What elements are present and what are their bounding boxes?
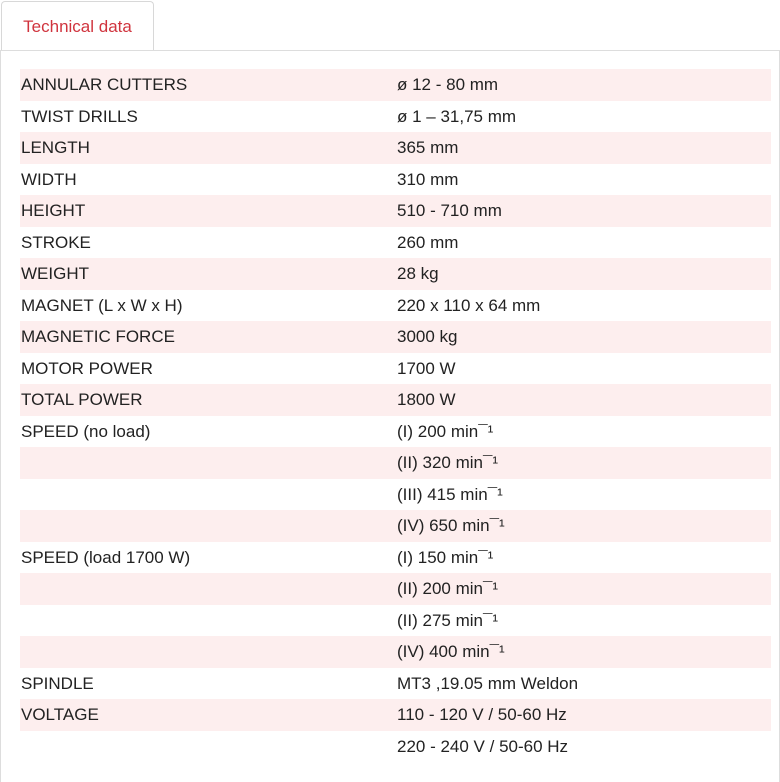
spec-value: ø 1 – 31,75 mm — [397, 106, 517, 126]
spec-row — [20, 479, 771, 511]
spec-value: 310 mm — [397, 169, 459, 189]
spec-value: 1700 W — [397, 358, 456, 378]
spec-value: 365 mm — [397, 132, 771, 164]
spec-row — [20, 416, 771, 448]
spec-value: 3000 kg — [397, 321, 771, 353]
spec-label — [20, 479, 397, 511]
spec-label — [20, 605, 397, 637]
spec-label: WEIGHT — [20, 258, 397, 290]
spec-label: SPEED (load 1700 W) — [21, 547, 191, 567]
tab-technical-data-label: Technical data — [23, 17, 132, 36]
spec-value: (I) 200 min¯¹ — [397, 421, 494, 441]
tab-bar — [0, 0, 780, 51]
spec-value: 28 kg — [397, 258, 771, 290]
spec-value: 1800 W — [397, 384, 771, 416]
spec-value: (IV) 400 min¯¹ — [397, 636, 771, 668]
spec-label — [20, 447, 397, 479]
spec-label: VOLTAGE — [20, 699, 397, 731]
spec-row — [20, 447, 771, 479]
spec-value: 220 x 110 x 64 mm — [397, 295, 541, 315]
spec-label — [20, 510, 397, 542]
tab-technical-data[interactable] — [1, 1, 154, 51]
spec-value: (II) 320 min¯¹ — [397, 447, 771, 479]
spec-label: SPINDLE — [21, 673, 94, 693]
spec-row — [20, 699, 771, 731]
spec-value: (IV) 650 min¯¹ — [397, 510, 771, 542]
spec-value: 110 - 120 V / 50-60 Hz — [397, 699, 771, 731]
spec-row — [20, 636, 771, 668]
spec-row — [20, 164, 771, 196]
spec-label: STROKE — [21, 232, 91, 252]
spec-label: ANNULAR CUTTERS — [20, 69, 397, 101]
spec-row — [20, 510, 771, 542]
spec-label — [20, 731, 397, 763]
spec-row — [20, 195, 771, 227]
spec-row — [20, 353, 771, 385]
spec-label: HEIGHT — [20, 195, 397, 227]
spec-label: MAGNET (L x W x H) — [21, 295, 183, 315]
spec-table — [20, 69, 771, 762]
spec-value: 510 - 710 mm — [397, 195, 771, 227]
spec-value: (III) 415 min¯¹ — [397, 484, 503, 504]
spec-row — [20, 668, 771, 700]
spec-label: SPEED (no load) — [21, 421, 151, 441]
spec-label: MAGNETIC FORCE — [20, 321, 397, 353]
spec-label: TOTAL POWER — [20, 384, 397, 416]
spec-label: TWIST DRILLS — [21, 106, 138, 126]
technical-data-panel — [0, 51, 780, 782]
spec-row — [20, 605, 771, 637]
spec-row — [20, 384, 771, 416]
spec-row — [20, 101, 771, 133]
spec-value: 220 - 240 V / 50-60 Hz — [397, 736, 569, 756]
spec-label: WIDTH — [21, 169, 77, 189]
spec-value: (I) 150 min¯¹ — [397, 547, 494, 567]
spec-row — [20, 227, 771, 259]
spec-row — [20, 132, 771, 164]
spec-row — [20, 321, 771, 353]
spec-label — [20, 573, 397, 605]
spec-table-body — [20, 69, 771, 762]
spec-label — [20, 636, 397, 668]
spec-value: MT3 ,19.05 mm Weldon — [397, 673, 579, 693]
spec-row — [20, 573, 771, 605]
spec-row — [20, 258, 771, 290]
spec-value: (II) 200 min¯¹ — [397, 573, 771, 605]
spec-row — [20, 290, 771, 322]
spec-value: 260 mm — [397, 232, 459, 252]
spec-row — [20, 69, 771, 101]
spec-row — [20, 542, 771, 574]
spec-value: ø 12 - 80 mm — [397, 69, 771, 101]
spec-row — [20, 731, 771, 763]
spec-label: MOTOR POWER — [21, 358, 153, 378]
spec-value: (II) 275 min¯¹ — [397, 610, 499, 630]
spec-label: LENGTH — [20, 132, 397, 164]
